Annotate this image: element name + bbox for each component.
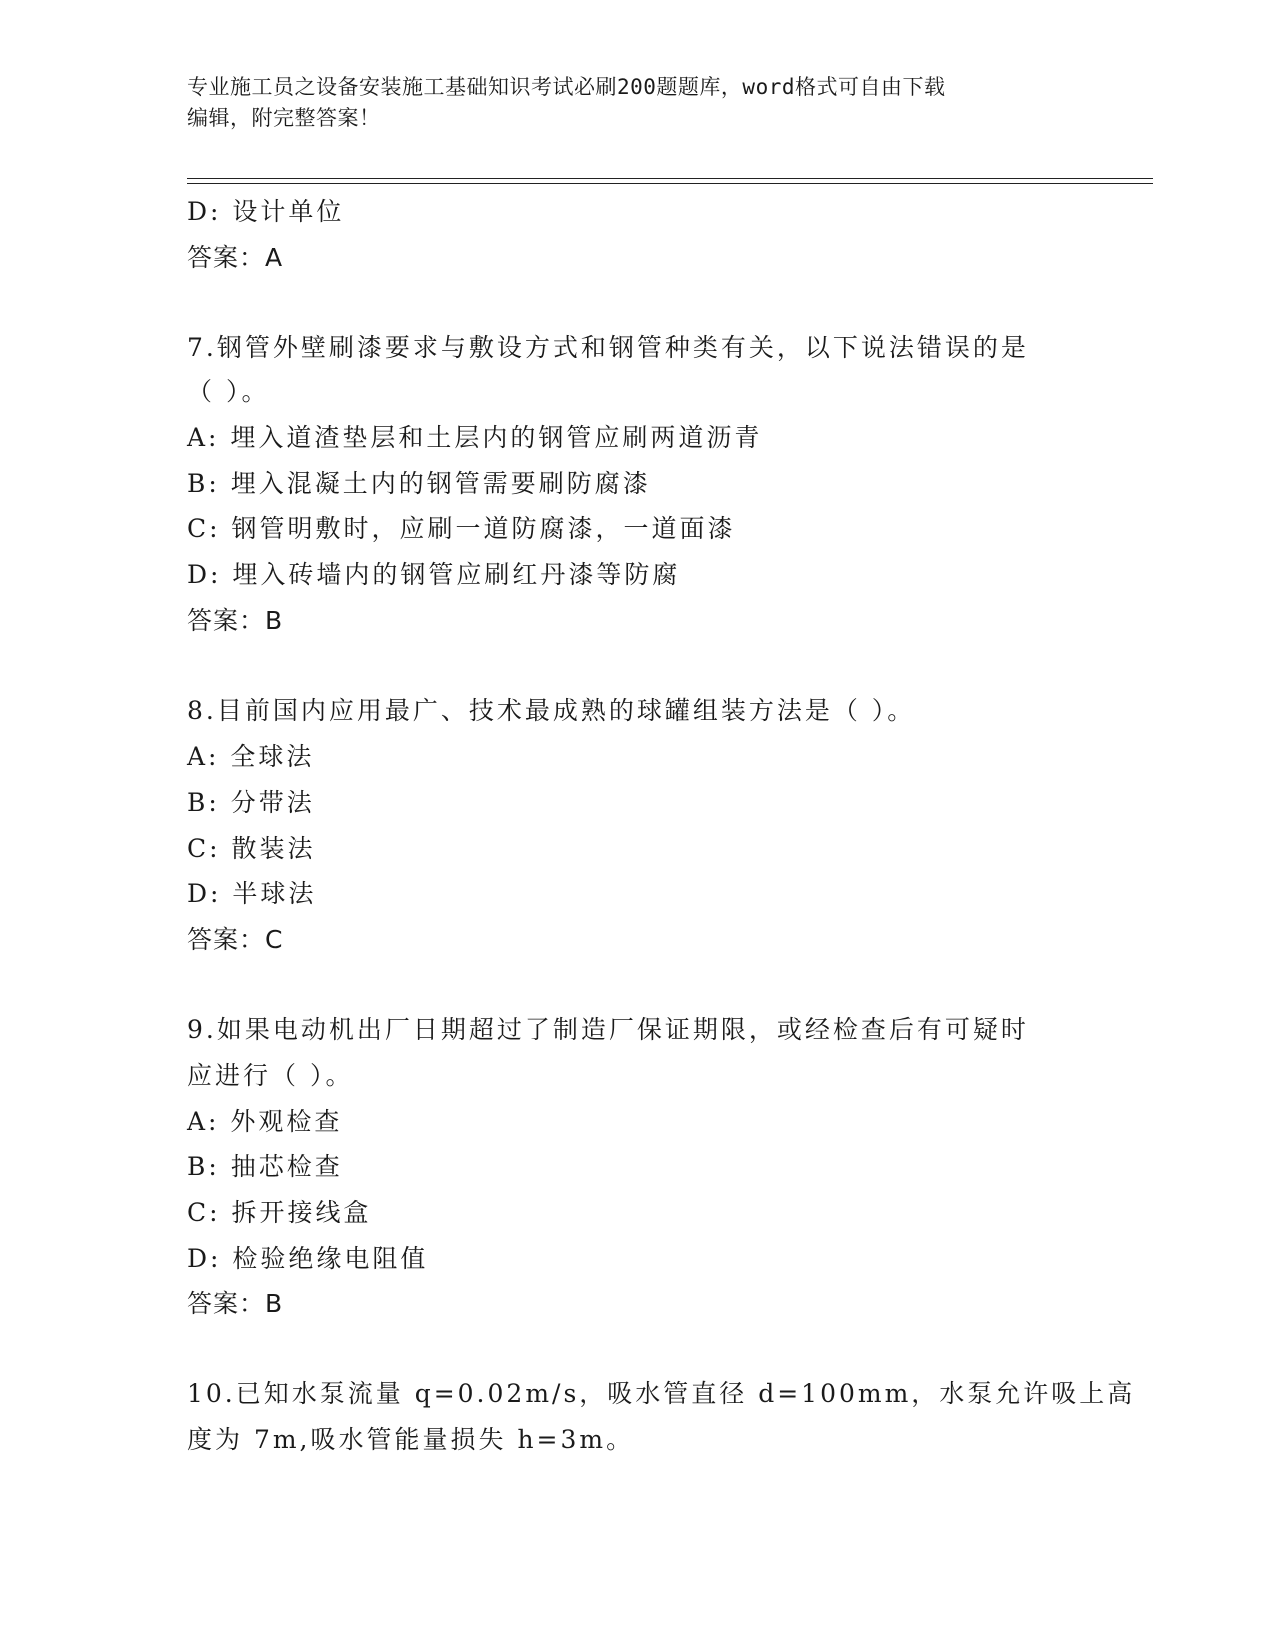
q9-option-b: B: 抽芯检查	[187, 1152, 343, 1181]
q8-answer: 答案：C	[187, 925, 284, 954]
header-divider-top	[187, 178, 1153, 179]
q6-option-d: D: 设计单位	[187, 197, 345, 226]
q6-answer: 答案：A	[187, 243, 284, 272]
header-divider-bottom	[187, 183, 1153, 184]
q7-answer: 答案：B	[187, 606, 284, 635]
header-title-line-2: 编辑，附完整答案！	[187, 106, 381, 130]
q8-option-d: D: 半球法	[187, 879, 317, 908]
q10-stem-line-2: 度为 7m,吸水管能量损失 h=3m。	[187, 1425, 635, 1454]
q8-option-a: A: 全球法	[187, 742, 315, 771]
q9-option-c: C: 拆开接线盒	[187, 1198, 372, 1227]
q7-option-a: A: 埋入道渣垫层和土层内的钢管应刷两道沥青	[187, 423, 763, 452]
q8-stem: 8.目前国内应用最广、技术最成熟的球罐组装方法是（ ）。	[187, 696, 916, 725]
q8-option-c: C: 散装法	[187, 834, 316, 863]
q8-option-b: B: 分带法	[187, 788, 315, 817]
q7-option-d: D: 埋入砖墙内的钢管应刷红丹漆等防腐	[187, 560, 681, 589]
q9-stem-line-1: 9.如果电动机出厂日期超过了制造厂保证期限，或经检查后有可疑时	[187, 1015, 1029, 1044]
q7-stem-line-2: （ ）。	[187, 377, 270, 406]
q9-stem-line-2: 应进行（ ）。	[187, 1061, 354, 1090]
q7-stem-line-1: 7.钢管外壁刷漆要求与敷设方式和钢管种类有关，以下说法错误的是	[187, 333, 1029, 362]
q9-answer: 答案：B	[187, 1289, 284, 1318]
document-header	[187, 72, 1067, 134]
q9-option-d: D: 检验绝缘电阻值	[187, 1244, 429, 1273]
q9-option-a: A: 外观检查	[187, 1107, 343, 1136]
q7-option-b: B: 埋入混凝土内的钢管需要刷防腐漆	[187, 469, 651, 498]
q7-option-c: C: 钢管明敷时，应刷一道防腐漆，一道面漆	[187, 514, 736, 543]
header-title-line-1: 专业施工员之设备安装施工基础知识考试必刷200题题库，word格式可自由下载	[187, 75, 946, 99]
q10-stem-line-1: 10.已知水泵流量 q=0.02m/s，吸水管直径 d=100mm，水泵允许吸上高	[187, 1379, 1136, 1408]
